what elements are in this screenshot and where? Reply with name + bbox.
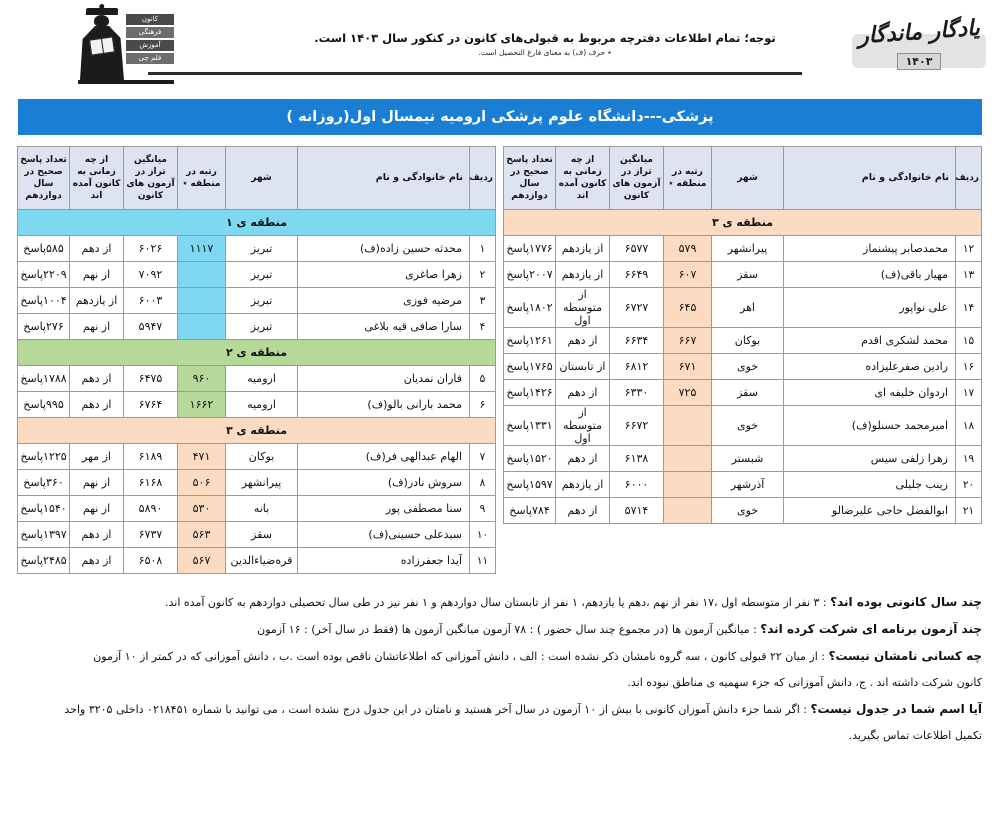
cell-rank: ۶۷۱ bbox=[664, 354, 712, 380]
cell-name: اردوان خلیفه ای bbox=[784, 380, 956, 406]
cell-city: بوکان bbox=[712, 328, 784, 354]
footer-q1-label: چند سال کانونی بوده اند؟ bbox=[830, 595, 982, 609]
cell-answers: ۲۲۰۹پاسخ bbox=[18, 262, 70, 288]
book-icon bbox=[89, 36, 115, 55]
table-row bbox=[504, 498, 982, 524]
cell-name: ابوالفضل حاجی علیرضالو bbox=[784, 498, 956, 524]
cell-answers: ۱۷۷۶پاسخ bbox=[504, 236, 556, 262]
cell-traz: ۶۷۶۴ bbox=[124, 392, 178, 418]
cell-traz: ۶۶۴۹ bbox=[610, 262, 664, 288]
cell-since: از دهم bbox=[70, 366, 124, 392]
footer-q2-label: چند آزمون برنامه ای شرکت کرده اند؟ bbox=[760, 622, 982, 636]
cell-index: ۶ bbox=[470, 392, 496, 418]
col-header-city: شهر bbox=[226, 147, 298, 210]
table-row bbox=[504, 446, 982, 472]
cell-name: محمد لشکری اقدم bbox=[784, 328, 956, 354]
cell-rank bbox=[664, 406, 712, 446]
cell-index: ۷ bbox=[470, 444, 496, 470]
wordmark-line-2: فرهنگی bbox=[126, 27, 174, 38]
footer-q3-cont: کانون شرکت داشته اند . ج، دانش آموزانی که جزء سهمیه ی مناطق نبوده اند. bbox=[627, 676, 982, 689]
right-results-table bbox=[17, 146, 496, 574]
cell-since: از تابستان bbox=[556, 354, 610, 380]
left-table-body bbox=[504, 210, 982, 524]
cell-name: زینب جلیلی bbox=[784, 472, 956, 498]
cell-since: از نهم bbox=[70, 262, 124, 288]
cell-answers: ۱۲۲۵پاسخ bbox=[18, 444, 70, 470]
cell-rank bbox=[178, 288, 226, 314]
cell-answers: ۱۸۰۲پاسخ bbox=[504, 288, 556, 328]
col-header-idx: ردیف bbox=[956, 147, 982, 210]
cell-city: خوی bbox=[712, 354, 784, 380]
wordmark-line-3: آموزش bbox=[126, 40, 174, 51]
cell-rank: ۴۷۱ bbox=[178, 444, 226, 470]
cell-traz: ۶۳۳۰ bbox=[610, 380, 664, 406]
cell-city: شبستر bbox=[712, 446, 784, 472]
cell-rank bbox=[664, 498, 712, 524]
footer-q3 bbox=[18, 644, 982, 669]
graduate-icon bbox=[78, 8, 128, 80]
col-header-idx: ردیف bbox=[470, 147, 496, 210]
cell-city: ارومیه bbox=[226, 392, 298, 418]
table-row bbox=[18, 366, 496, 392]
col-header-rank: رتبه در منطقه ٭ bbox=[664, 147, 712, 210]
cell-index: ۹ bbox=[470, 496, 496, 522]
col-header-answers: تعداد پاسخ صحیح در سال دوازدهم bbox=[18, 147, 70, 210]
cell-city: خوی bbox=[712, 498, 784, 524]
cell-rank bbox=[178, 314, 226, 340]
cell-rank: ۶۰۷ bbox=[664, 262, 712, 288]
cell-rank: ۵۶۳ bbox=[178, 522, 226, 548]
cell-city: اهر bbox=[712, 288, 784, 328]
left-table-holder bbox=[504, 146, 982, 524]
cell-rank bbox=[178, 262, 226, 288]
col-header-traz: میانگین تراز در آزمون های کانون bbox=[610, 147, 664, 210]
cell-answers: ۹۹۵پاسخ bbox=[18, 392, 70, 418]
cell-traz: ۵۸۹۰ bbox=[124, 496, 178, 522]
cell-answers: ۱۲۶۱پاسخ bbox=[504, 328, 556, 354]
cell-since: از نهم bbox=[70, 470, 124, 496]
cell-index: ۱۵ bbox=[956, 328, 982, 354]
table-row bbox=[504, 380, 982, 406]
cell-city: تبریز bbox=[226, 262, 298, 288]
table-row bbox=[18, 314, 496, 340]
right-table-holder bbox=[18, 146, 496, 574]
col-header-name: نام خانوادگی و نام bbox=[784, 147, 956, 210]
cell-rank bbox=[664, 446, 712, 472]
header-note-main: توجه؛ تمام اطلاعات دفترچه مربوط به قبولی‌های کانون در کنکور سال ۱۴۰۳ است. bbox=[314, 31, 776, 45]
graduate-head-icon bbox=[94, 15, 109, 27]
cell-traz: ۷۰۹۲ bbox=[124, 262, 178, 288]
footer-q4-cont: تکمیل اطلاعات تماس بگیرید. bbox=[848, 729, 982, 742]
table-row bbox=[18, 236, 496, 262]
table-row bbox=[504, 236, 982, 262]
cell-rank bbox=[664, 472, 712, 498]
table-row bbox=[18, 470, 496, 496]
cell-city: سقز bbox=[712, 262, 784, 288]
cell-traz: ۶۸۱۲ bbox=[610, 354, 664, 380]
table-row bbox=[18, 262, 496, 288]
region-label: منطقه ی ۱ bbox=[18, 210, 496, 236]
cell-answers: ۱۷۶۵پاسخ bbox=[504, 354, 556, 380]
brand-year: ۱۴۰۳ bbox=[897, 53, 942, 70]
cell-traz: ۶۱۶۸ bbox=[124, 470, 178, 496]
cell-city: قره‌ضیاءالدین bbox=[226, 548, 298, 574]
cell-city: آذرشهر bbox=[712, 472, 784, 498]
cell-city: پیرانشهر bbox=[712, 236, 784, 262]
cell-traz: ۵۷۱۴ bbox=[610, 498, 664, 524]
table-row bbox=[18, 392, 496, 418]
table-row bbox=[18, 496, 496, 522]
cell-traz: ۶۶۷۲ bbox=[610, 406, 664, 446]
col-header-rank: رتبه در منطقه ٭ bbox=[178, 147, 226, 210]
cell-name: مهیار باقی(ف) bbox=[784, 262, 956, 288]
cell-answers: ۱۷۸۸پاسخ bbox=[18, 366, 70, 392]
col-header-since: از چه زمانی به کانون آمده اند bbox=[70, 147, 124, 210]
header-note-sub: ٭ حرف (ف) به معنای فارغ التحصیل است. bbox=[478, 48, 612, 57]
cell-traz: ۶۰۲۶ bbox=[124, 236, 178, 262]
footer-q2-text: : میانگین آزمون ها (در مجموع چند سال حضور ) : ۷۸ آزمون میانگین آزمون ها (فقط در سال آخر) : ۱۶ آزمون bbox=[257, 623, 761, 636]
cell-since: از نهم bbox=[70, 496, 124, 522]
cell-name: سارا صافی قیه بلاغی bbox=[298, 314, 470, 340]
right-table-header-row bbox=[18, 147, 496, 210]
cell-city: ارومیه bbox=[226, 366, 298, 392]
footer-q1-text: : ۳ نفر از متوسطه اول ،۱۷ نفر از نهم ،دهم یا یازدهم، ۱ نفر از تابستان سال دوازدهم و ۱ نفر نیز در طی سال تحصیلی دوازدهم به کانون آمده اند. bbox=[165, 596, 831, 609]
cell-rank: ۷۲۵ bbox=[664, 380, 712, 406]
graduation-cap-icon bbox=[86, 8, 118, 15]
table-row bbox=[18, 288, 496, 314]
region-header-row bbox=[18, 418, 496, 444]
region-label: منطقه ی ۳ bbox=[504, 210, 982, 236]
cell-name: امیرمحمد حسنلو(ف) bbox=[784, 406, 956, 446]
cell-index: ۱۳ bbox=[956, 262, 982, 288]
cell-answers: ۳۶۰پاسخ bbox=[18, 470, 70, 496]
yadegar-mandegar-brand bbox=[852, 16, 986, 82]
cell-traz: ۶۵۰۸ bbox=[124, 548, 178, 574]
cell-answers: ۲۰۰۷پاسخ bbox=[504, 262, 556, 288]
cell-name: محمدصابر پیشنماز bbox=[784, 236, 956, 262]
cell-answers: ۵۸۵پاسخ bbox=[18, 236, 70, 262]
footer-q4-label: آیا اسم شما در جدول نیست؟ bbox=[810, 702, 982, 716]
table-row bbox=[504, 406, 982, 446]
cell-name: الهام عبدالهی فر(ف) bbox=[298, 444, 470, 470]
cell-index: ۳ bbox=[470, 288, 496, 314]
cell-since: از نهم bbox=[70, 314, 124, 340]
cell-traz: ۶۰۰۰ bbox=[610, 472, 664, 498]
cell-since: از یازدهم bbox=[70, 288, 124, 314]
cell-traz: ۶۰۰۳ bbox=[124, 288, 178, 314]
cell-answers: ۲۷۶پاسخ bbox=[18, 314, 70, 340]
cell-rank: ۵۰۶ bbox=[178, 470, 226, 496]
page-title: پزشکی---دانشگاه علوم پزشکی ارومیه نیمسال اول(روزانه ) bbox=[18, 99, 982, 135]
cell-index: ۱۸ bbox=[956, 406, 982, 446]
table-row bbox=[504, 262, 982, 288]
footer-q3-text: : از میان ۲۲ قبولی کانون ، سه گروه نامشان ذکر نشده است : الف ، دانش آموزانی که اطلاعاتشان ناقص بوده است .ب ، دانش آموزانی که در کمتر از ۱۰ آزمون bbox=[93, 650, 829, 663]
cell-since: از یازدهم bbox=[556, 236, 610, 262]
region-label: منطقه ی ۲ bbox=[18, 340, 496, 366]
left-table-header-row bbox=[504, 147, 982, 210]
cell-index: ۵ bbox=[470, 366, 496, 392]
cell-answers: ۱۳۳۱پاسخ bbox=[504, 406, 556, 446]
table-row bbox=[504, 288, 982, 328]
cell-index: ۱۹ bbox=[956, 446, 982, 472]
page-header bbox=[0, 0, 1000, 92]
cell-name: آیدا جعفرزاده bbox=[298, 548, 470, 574]
right-table-body bbox=[18, 210, 496, 574]
cell-traz: ۶۷۳۷ bbox=[124, 522, 178, 548]
region-header-row bbox=[504, 210, 982, 236]
cell-city: تبریز bbox=[226, 236, 298, 262]
kanoon-wordmark bbox=[126, 14, 174, 66]
cell-since: از دهم bbox=[556, 498, 610, 524]
cell-index: ۱۰ bbox=[470, 522, 496, 548]
cell-rank: ۹۶۰ bbox=[178, 366, 226, 392]
cell-traz: ۶۵۷۷ bbox=[610, 236, 664, 262]
footer-q4-text: : اگر شما جزء دانش آموزان کانونی با بیش از ۱۰ آزمون در سال آخر هستید و نامتان در این جدول درج نشده است ، می توانید با شماره ۰۲۱۸۴۵۱ داخلی ۳۲۰۵ واحد bbox=[64, 703, 811, 716]
cell-traz: ۶۱۳۸ bbox=[610, 446, 664, 472]
cell-city: بوکان bbox=[226, 444, 298, 470]
cell-name: سیدعلی حسینی(ف) bbox=[298, 522, 470, 548]
cell-since: از یازدهم bbox=[556, 262, 610, 288]
cell-index: ۱۱ bbox=[470, 548, 496, 574]
col-header-traz: میانگین تراز در آزمون های کانون bbox=[124, 147, 178, 210]
cell-traz: ۶۷۲۷ bbox=[610, 288, 664, 328]
cell-since: از دهم bbox=[556, 380, 610, 406]
cell-answers: ۱۵۴۰پاسخ bbox=[18, 496, 70, 522]
cell-traz: ۶۱۸۹ bbox=[124, 444, 178, 470]
cell-city: پیرانشهر bbox=[226, 470, 298, 496]
region-header-row bbox=[18, 340, 496, 366]
wordmark-line-1: کانون bbox=[126, 14, 174, 25]
cell-name: رادین صفرعلیزاده bbox=[784, 354, 956, 380]
wordmark-line-4: قلم چی bbox=[126, 53, 174, 64]
cell-index: ۱۷ bbox=[956, 380, 982, 406]
cell-answers: ۷۸۴پاسخ bbox=[504, 498, 556, 524]
cell-index: ۱۴ bbox=[956, 288, 982, 328]
kanoon-logo bbox=[78, 6, 174, 82]
footer-q4 bbox=[18, 697, 982, 722]
table-row bbox=[18, 522, 496, 548]
cell-index: ۲۱ bbox=[956, 498, 982, 524]
cell-rank: ۶۴۵ bbox=[664, 288, 712, 328]
cell-rank: ۶۶۷ bbox=[664, 328, 712, 354]
cell-answers: ۱۰۰۴پاسخ bbox=[18, 288, 70, 314]
cell-traz: ۵۹۴۷ bbox=[124, 314, 178, 340]
cell-index: ۱۲ bbox=[956, 236, 982, 262]
cell-name: سنا مصطفی پور bbox=[298, 496, 470, 522]
cell-answers: ۲۴۸۵پاسخ bbox=[18, 548, 70, 574]
footer-q3-label: چه کسانی نامشان نیست؟ bbox=[828, 649, 982, 663]
table-row bbox=[504, 472, 982, 498]
cell-since: از متوسطه اول bbox=[556, 288, 610, 328]
cell-since: از دهم bbox=[556, 446, 610, 472]
cell-name: زهرا صاغری bbox=[298, 262, 470, 288]
footer-q1 bbox=[18, 590, 982, 615]
cell-rank: ۵۷۹ bbox=[664, 236, 712, 262]
col-header-since: از چه زمانی به کانون آمده اند bbox=[556, 147, 610, 210]
header-divider bbox=[148, 72, 802, 75]
cell-since: از دهم bbox=[70, 548, 124, 574]
cell-rank: ۵۶۷ bbox=[178, 548, 226, 574]
cell-since: از مهر bbox=[70, 444, 124, 470]
cell-since: از دهم bbox=[70, 392, 124, 418]
footer-q2 bbox=[18, 617, 982, 642]
cell-city: سقز bbox=[226, 522, 298, 548]
table-row bbox=[504, 328, 982, 354]
cell-since: از دهم bbox=[556, 328, 610, 354]
cell-rank: ۱۶۶۲ bbox=[178, 392, 226, 418]
table-row bbox=[18, 548, 496, 574]
cell-name: زهرا زلفی سیس bbox=[784, 446, 956, 472]
cell-answers: ۱۳۹۷پاسخ bbox=[18, 522, 70, 548]
col-header-name: نام خانوادگی و نام bbox=[298, 147, 470, 210]
tables-container bbox=[18, 146, 982, 574]
cell-since: از دهم bbox=[70, 522, 124, 548]
cell-city: بانه bbox=[226, 496, 298, 522]
col-header-city: شهر bbox=[712, 147, 784, 210]
cell-name: سروش نادر(ف) bbox=[298, 470, 470, 496]
region-label: منطقه ی ۳ bbox=[18, 418, 496, 444]
cell-rank: ۱۱۱۷ bbox=[178, 236, 226, 262]
cell-since: از یازدهم bbox=[556, 472, 610, 498]
cell-city: سقز bbox=[712, 380, 784, 406]
cell-traz: ۶۶۳۴ bbox=[610, 328, 664, 354]
cell-index: ۲ bbox=[470, 262, 496, 288]
header-note bbox=[300, 30, 790, 59]
region-header-row bbox=[18, 210, 496, 236]
cell-name: مرضیه فوزی bbox=[298, 288, 470, 314]
cell-answers: ۱۵۲۰پاسخ bbox=[504, 446, 556, 472]
cell-since: از دهم bbox=[70, 236, 124, 262]
cell-name: علی نواپور bbox=[784, 288, 956, 328]
cell-since: از متوسطه اول bbox=[556, 406, 610, 446]
logo-baseline bbox=[78, 80, 174, 84]
cell-index: ۲۰ bbox=[956, 472, 982, 498]
col-header-answers: تعداد پاسخ صحیح در سال دوازدهم bbox=[504, 147, 556, 210]
cell-index: ۸ bbox=[470, 470, 496, 496]
cell-name: فاران نمدیان bbox=[298, 366, 470, 392]
cell-answers: ۱۴۲۶پاسخ bbox=[504, 380, 556, 406]
cell-city: تبریز bbox=[226, 314, 298, 340]
cell-traz: ۶۴۷۵ bbox=[124, 366, 178, 392]
brand-name: یادگار ماندگار bbox=[857, 15, 981, 50]
cell-city: خوی bbox=[712, 406, 784, 446]
cell-rank: ۵۳۰ bbox=[178, 496, 226, 522]
left-results-table bbox=[503, 146, 982, 524]
cell-index: ۱۶ bbox=[956, 354, 982, 380]
cell-city: تبریز bbox=[226, 288, 298, 314]
cell-index: ۱ bbox=[470, 236, 496, 262]
footer-notes bbox=[18, 590, 982, 748]
table-row bbox=[18, 444, 496, 470]
table-row bbox=[504, 354, 982, 380]
cell-name: محمد بارانی بالو(ف) bbox=[298, 392, 470, 418]
cell-name: محدثه حسین زاده(ف) bbox=[298, 236, 470, 262]
cell-answers: ۱۵۹۷پاسخ bbox=[504, 472, 556, 498]
cell-index: ۴ bbox=[470, 314, 496, 340]
